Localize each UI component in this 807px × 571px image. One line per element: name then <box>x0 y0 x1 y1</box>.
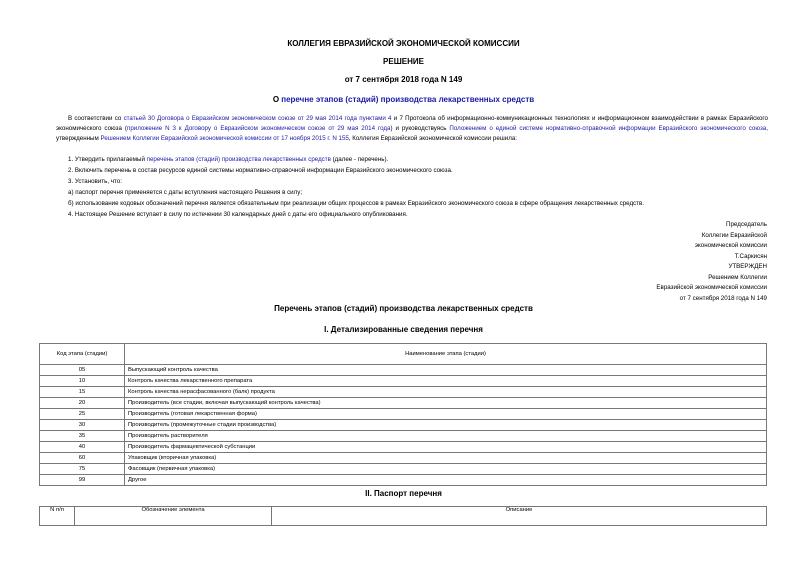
stage-code-cell: 15 <box>40 387 125 398</box>
table-row <box>40 453 767 464</box>
stage-name-cell: Упаковщик (вторичная упаковка) <box>125 453 767 464</box>
stage-code-cell: 75 <box>40 464 125 475</box>
approval-line: Евразийской экономической комиссии <box>656 284 767 291</box>
paragraph-text: ) и руководствуясь <box>390 125 450 132</box>
column-header-description: Описание <box>272 507 767 526</box>
table-row <box>40 420 767 431</box>
section-1-title: I. Детализированные сведения перечня <box>324 325 483 334</box>
doc-subject <box>0 95 807 104</box>
preamble-paragraph <box>56 114 768 144</box>
org-title: КОЛЛЕГИЯ ЕВРАЗИЙСКОЙ ЭКОНОМИЧЕСКОЙ КОМИССИИ <box>287 39 520 48</box>
column-header-code: Код этапа (стадии) <box>40 344 125 365</box>
list-title: Перечень этапов (стадий) производства лекарственных средств <box>274 304 533 313</box>
stage-code-cell: 05 <box>40 365 125 376</box>
table-row <box>40 431 767 442</box>
signature-block <box>567 220 767 304</box>
signature-line: Т.Саркисян <box>734 252 767 260</box>
paragraph-text: В соответствии со <box>68 115 124 122</box>
subject-prefix: О <box>272 95 282 104</box>
approval-line: УТВЕРЖДЕН <box>728 263 767 270</box>
column-header-name: Наименование этапа (стадии) <box>125 344 767 365</box>
section-2-title: II. Паспорт перечня <box>365 489 442 498</box>
paragraph-text: , Коллегия Евразийской экономической комиссии решила: <box>348 135 517 142</box>
item-3b: б) использование кодовых обозначений перечня является обязательным при реализации общих процессов в рамках Евразийского экономического союза в сфере обращения лекарственных средств. <box>68 200 644 207</box>
signature-line: экономической комиссии <box>694 242 767 249</box>
subject-link[interactable]: перечне этапов (стадий) производства лекарственных средств <box>281 95 535 104</box>
table-row <box>40 464 767 475</box>
paragraph-text: (далее - перечень). <box>330 156 389 163</box>
item-3: 3. Установить, что: <box>68 178 122 185</box>
approval-line: Решением Коллегии <box>708 273 767 281</box>
stage-code-cell: 25 <box>40 409 125 420</box>
stage-name-cell: Другое <box>125 475 767 486</box>
stage-code-cell: 30 <box>40 420 125 431</box>
stage-code-cell: 99 <box>40 475 125 486</box>
table-header-row <box>40 344 767 365</box>
stage-name-cell: Контроль качества лекарственного препарата <box>125 376 767 387</box>
paragraph-text: и 7 Протокола об информационно-коммуникационных технологиях и информационном взаимодействии в рамках Евразийского экономического союза ( <box>56 115 768 132</box>
table-row <box>40 409 767 420</box>
stage-code-cell: 40 <box>40 442 125 453</box>
item-3a: а) паспорт перечня применяется с даты вступления настоящего Решения в силу; <box>68 189 303 196</box>
stage-name-cell: Производитель фармацевтической субстанции <box>125 442 767 453</box>
stage-name-cell: Фасовщик (первичная упаковка) <box>125 464 767 475</box>
document-link[interactable]: перечень этапов (стадий) производства лекарственных средств <box>146 156 331 163</box>
stage-code-cell: 35 <box>40 431 125 442</box>
stage-code-cell: 10 <box>40 376 125 387</box>
table-row <box>40 398 767 409</box>
document-link[interactable]: Решением Коллегии Евразийской экономической комиссии от 17 ноября 2015 г. N 155 <box>100 135 349 142</box>
stage-code-cell: 60 <box>40 453 125 464</box>
paragraph-text: , утвержденным <box>56 125 768 142</box>
table-row <box>40 475 767 486</box>
signature-line: Коллегии Евразийской <box>701 231 767 239</box>
passport-table <box>39 506 767 526</box>
item-2: 2. Включить перечень в состав ресурсов единой системы нормативно-справочной информации Евразийского экономического союза. <box>68 167 453 174</box>
table-row <box>40 376 767 387</box>
item-4: 4. Настоящее Решение вступает в силу по истечении 30 календарных дней с даты его официального опубликования. <box>68 211 408 218</box>
paragraph-text: 1. Утвердить прилагаемый <box>68 156 147 163</box>
table-row <box>40 387 767 398</box>
stage-name-cell: Производитель растворителя <box>125 431 767 442</box>
column-header-number: N п/п <box>40 507 75 526</box>
table-header-row <box>40 507 767 526</box>
stage-name-cell: Производитель (промежуточные стадии производства) <box>125 420 767 431</box>
doc-type: РЕШЕНИЕ <box>383 57 424 66</box>
item-1 <box>56 155 768 165</box>
stage-name-cell: Производитель (готовая лекарственная форма) <box>125 409 767 420</box>
document-link[interactable]: приложение N 3 к Договору о Евразийском экономическом союзе от 29 мая 2014 года <box>126 125 391 132</box>
stage-code-cell: 20 <box>40 398 125 409</box>
signature-line: Председатель <box>726 221 767 228</box>
stage-name-cell: Производитель (все стадии, включая выпускающий контроль качества) <box>125 398 767 409</box>
column-header-element: Обозначение элемента <box>75 507 272 526</box>
table-row <box>40 365 767 376</box>
document-link[interactable]: статьей 30 Договора о Евразийском экономическом союзе от 29 мая 2014 года <box>123 115 357 122</box>
approval-line: от 7 сентября 2018 года N 149 <box>679 294 767 302</box>
document-link[interactable]: Положением о единой системе нормативно-справочной информации Евразийского экономического союза <box>449 125 767 132</box>
document-link[interactable]: пунктами 4 <box>359 115 392 122</box>
stage-name-cell: Контроль качества нерасфасованного (балк) продукта <box>125 387 767 398</box>
stage-name-cell: Выпускающий контроль качества <box>125 365 767 376</box>
stages-table <box>39 343 767 486</box>
doc-date: от 7 сентября 2018 года N 149 <box>344 75 463 84</box>
table-row <box>40 442 767 453</box>
